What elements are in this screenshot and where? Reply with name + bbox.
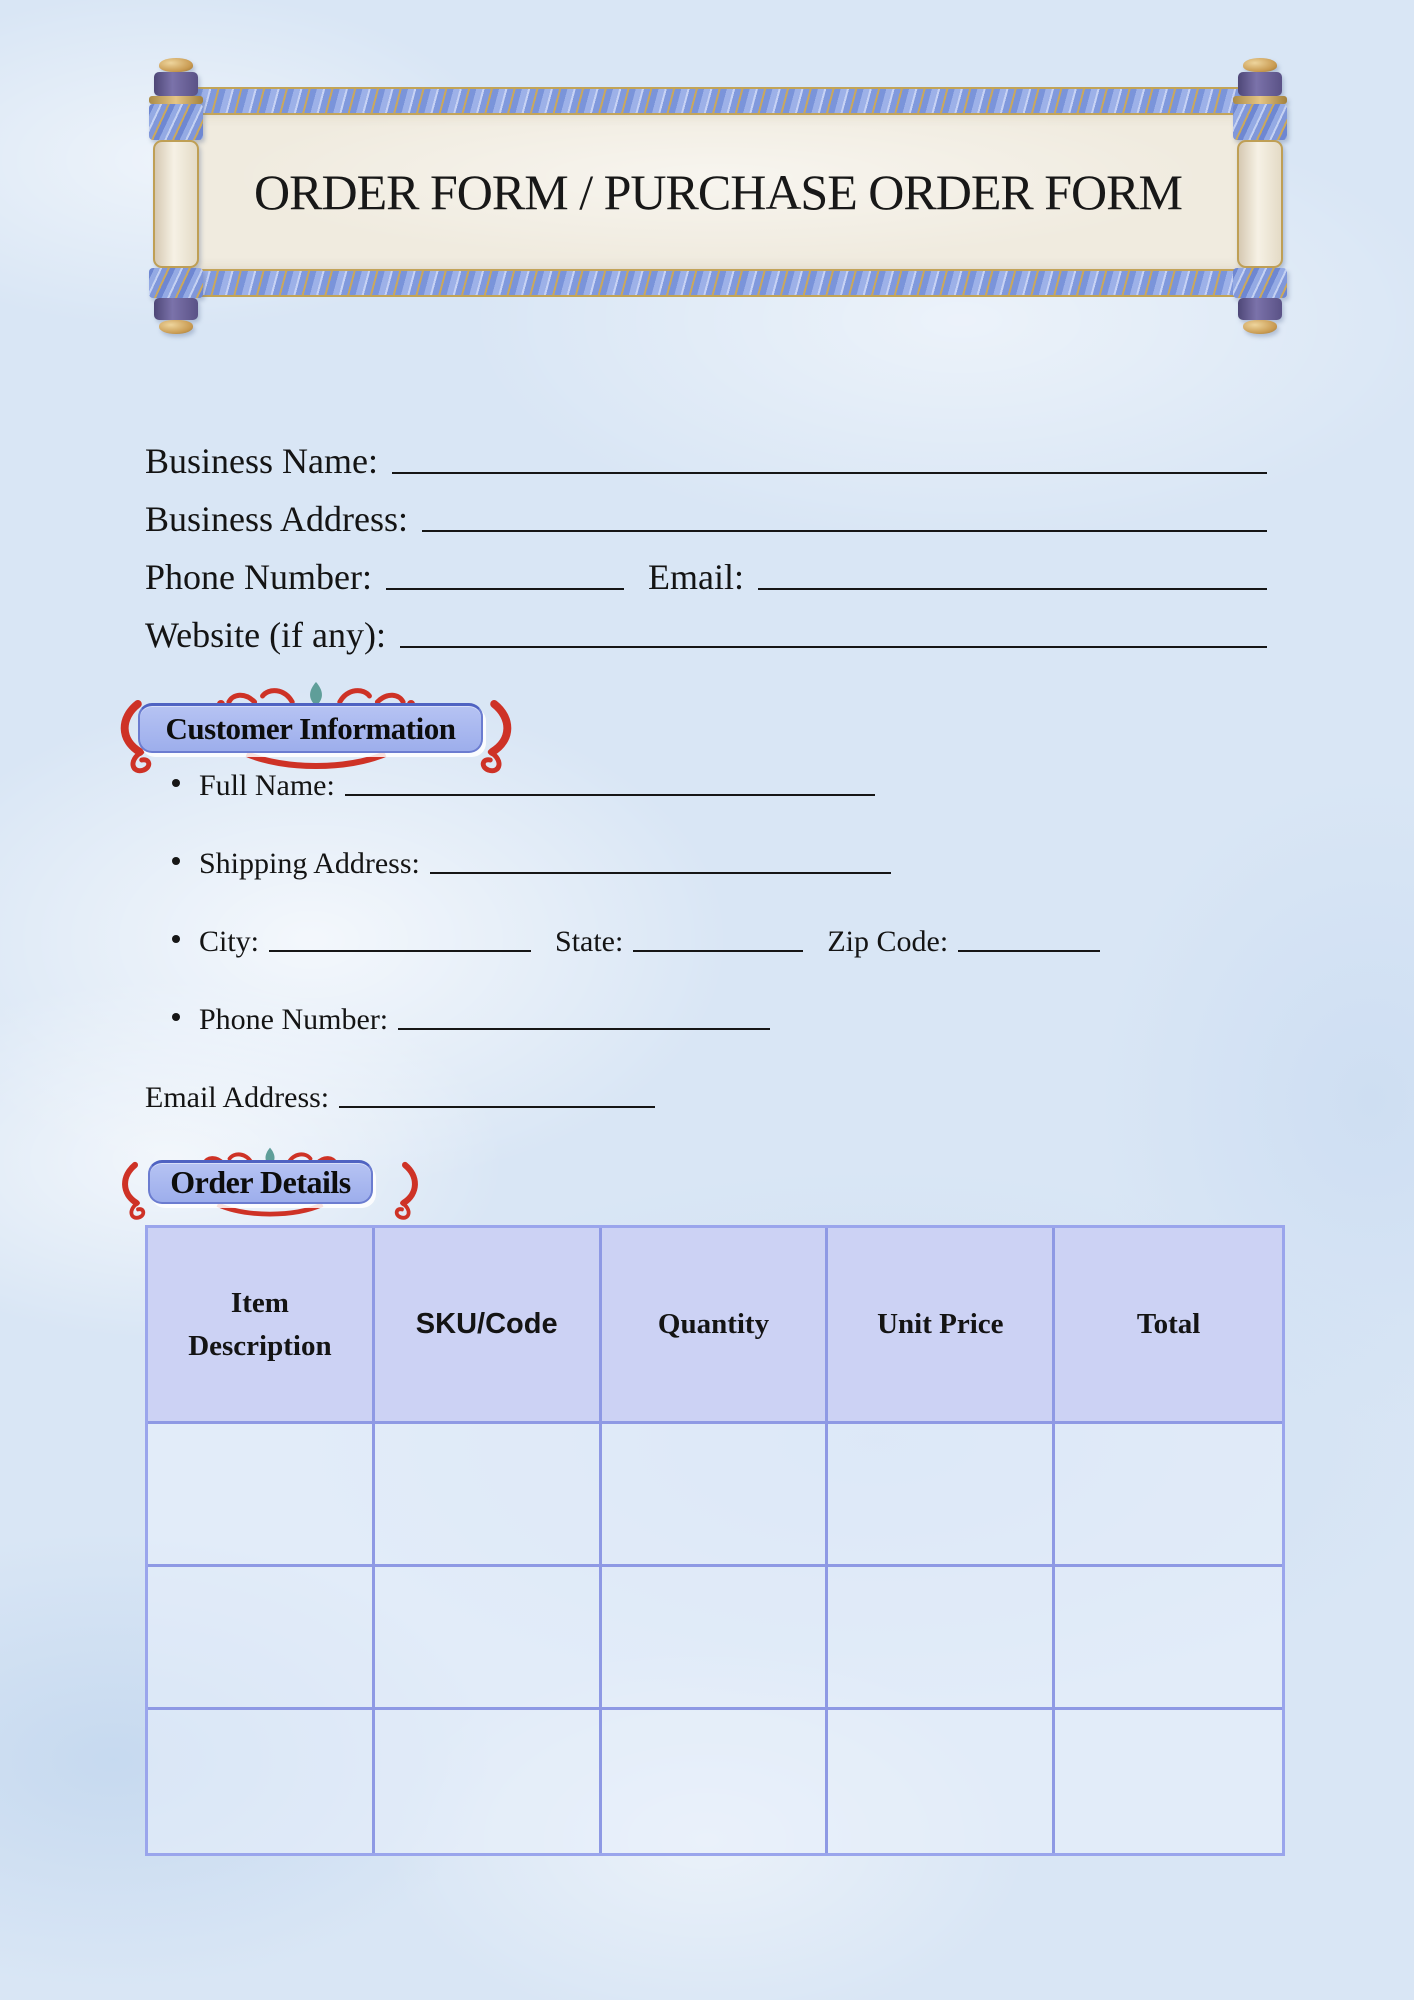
order-details-table — [145, 1225, 1285, 1856]
email-address-label: Email Address: — [145, 1081, 330, 1114]
order-table-cell[interactable] — [375, 1424, 602, 1567]
order-table-cell[interactable] — [1055, 1424, 1282, 1567]
order-table-cell[interactable] — [1055, 1567, 1282, 1710]
full-name-field[interactable] — [345, 794, 875, 796]
order-table-cell[interactable] — [148, 1710, 375, 1853]
scroll-roller-right-icon — [1232, 58, 1288, 334]
scroll-banner — [146, 58, 1290, 334]
business-phone-field[interactable] — [386, 588, 624, 590]
order-table-cell[interactable] — [602, 1424, 829, 1567]
business-address-label: Business Address: — [145, 499, 409, 539]
bullet-dot — [172, 779, 180, 787]
bullet-dot — [172, 1013, 180, 1021]
customer-section-title: Customer Information — [165, 710, 456, 746]
city-state-zip-row — [145, 917, 1100, 959]
business-email-field[interactable] — [758, 588, 1267, 590]
customer-phone-label: Phone Number: — [199, 1003, 389, 1036]
business-website-field[interactable] — [400, 646, 1267, 648]
order-table-cell[interactable] — [828, 1710, 1055, 1853]
order-table-cell[interactable] — [602, 1567, 829, 1710]
order-table-cell[interactable] — [602, 1710, 829, 1853]
customer-phone-row — [145, 995, 770, 1037]
order-details-badge — [148, 1160, 373, 1204]
state-label: State: — [555, 925, 624, 958]
customer-information-badge — [138, 703, 483, 753]
page-title: ORDER FORM / PURCHASE ORDER FORM — [254, 164, 1182, 220]
email-address-field[interactable] — [339, 1106, 655, 1108]
business-address-row — [145, 482, 1267, 540]
business-email-label: Email: — [647, 557, 744, 597]
col-header-quantity: Quantity — [602, 1228, 829, 1424]
order-table-cell[interactable] — [375, 1710, 602, 1853]
scroll-band-bottom — [174, 267, 1262, 297]
scroll-roller-left-icon — [148, 58, 204, 334]
col-header-sku-code: SKU/Code — [375, 1228, 602, 1424]
business-name-field[interactable] — [392, 472, 1267, 474]
business-name-label: Business Name: — [145, 441, 378, 481]
customer-information-section-header — [118, 680, 514, 776]
order-table-cell[interactable] — [148, 1567, 375, 1710]
business-phone-label: Phone Number: — [145, 557, 372, 597]
city-field[interactable] — [269, 950, 531, 952]
order-section-title: Order Details — [170, 1164, 351, 1200]
customer-phone-field[interactable] — [398, 1028, 770, 1030]
business-info-section — [145, 424, 1267, 656]
shipping-address-field[interactable] — [430, 872, 891, 874]
full-name-label: Full Name: — [199, 769, 335, 802]
col-header-item-description: Item Description — [148, 1228, 375, 1424]
col-header-unit-price: Unit Price — [828, 1228, 1055, 1424]
bullet-dot — [172, 857, 180, 865]
business-website-label: Website (if any): — [145, 615, 387, 655]
zip-code-field[interactable] — [958, 950, 1100, 952]
zip-code-label: Zip Code: — [827, 925, 949, 958]
business-name-row — [145, 424, 1267, 482]
business-address-field[interactable] — [422, 530, 1267, 532]
shipping-address-label: Shipping Address: — [199, 847, 420, 880]
order-details-section-header — [120, 1146, 420, 1222]
email-address-row — [145, 1073, 655, 1115]
order-table-cell[interactable] — [1055, 1710, 1282, 1853]
col-header-total: Total — [1055, 1228, 1282, 1424]
order-table-cell[interactable] — [148, 1424, 375, 1567]
shipping-address-row — [145, 839, 891, 881]
business-phone-email-row — [145, 540, 1267, 598]
state-field[interactable] — [633, 950, 803, 952]
business-website-row — [145, 598, 1267, 656]
city-label: City: — [199, 925, 260, 958]
order-table-cell[interactable] — [375, 1567, 602, 1710]
order-table-cell[interactable] — [828, 1567, 1055, 1710]
scroll-parchment — [178, 113, 1258, 271]
order-table-cell[interactable] — [828, 1424, 1055, 1567]
bullet-dot — [172, 935, 180, 943]
